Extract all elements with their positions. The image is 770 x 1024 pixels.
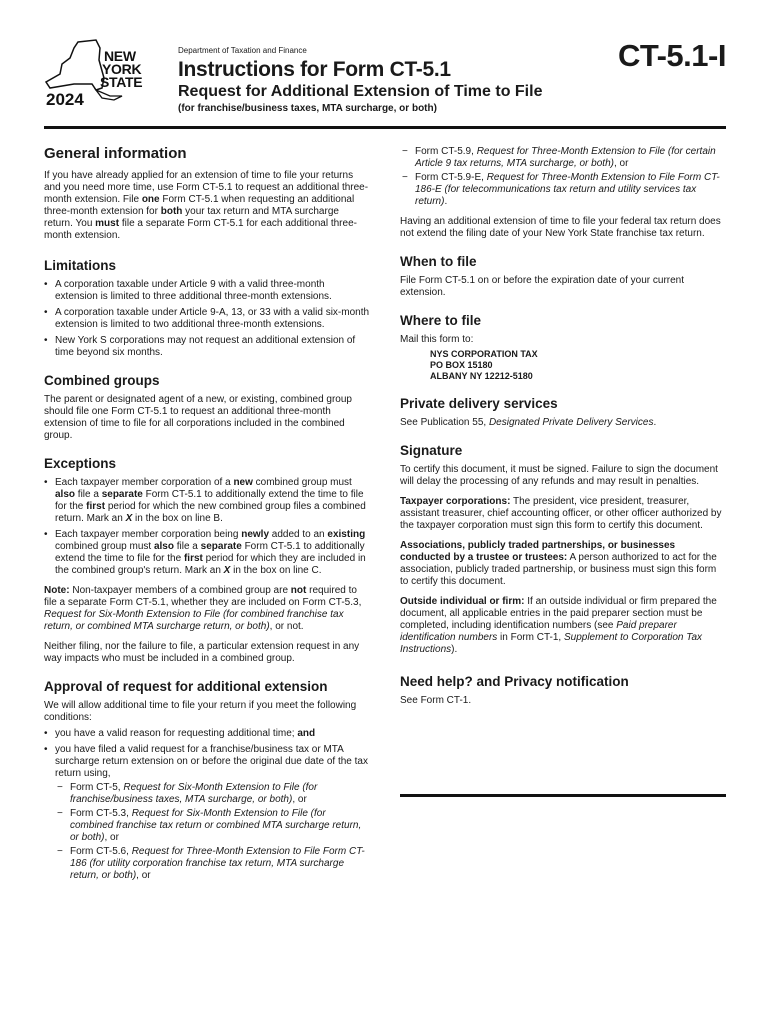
when-paragraph: File Form CT-5.1 on or before the expiration date of your current extension. <box>400 275 685 298</box>
logo-state: STATE <box>100 74 143 90</box>
private-delivery-paragraph: See Publication 55, Designated Private Delivery Services. <box>400 417 657 428</box>
exceptions-heading: Exceptions <box>44 456 117 471</box>
address-line: ALBANY NY 12212-5180 <box>430 371 533 381</box>
list-item: • New York S corporations may not request an additional extension of time beyond six months. <box>44 335 370 359</box>
left-column <box>44 146 370 890</box>
where-heading: Where to file <box>400 313 482 328</box>
address-line: PO BOX 15180 <box>430 360 493 370</box>
limitations-list <box>44 279 370 359</box>
list-item: − Form CT-5.9-E, Request for Three-Month Extension to File Form CT-186-E (for telecommunications tax return and utility services tax return). <box>400 172 726 208</box>
list-item: • A corporation taxable under Article 9-A, 13, or 33 with a valid six-month extension is limited to two additional three-month extensions. <box>44 307 370 331</box>
list-item: • you have filed a valid request for a franchise/business tax or MTA surcharge return extension on or before the original due date of the tax return using, − Form CT-5, Request for Six-Month Extension to File (for franchise/business taxes, MTA surcharge, or both), or − Form CT-5.3, Request for Six-Month Extension to File (for combined franchise tax return or combined MTA surcharge return, or both), or − Form CT-5.6, Request for Three-Month Extension to File Form CT-186 (for utility corporation franchise tax return, MTA surcharge return, or both), or <box>44 744 370 882</box>
approval-list <box>44 728 370 882</box>
list-item: − Form CT-5.9, Request for Three-Month Extension to File (for certain Article 9 tax returns, MTA surcharge, or both), or <box>400 146 726 170</box>
signature-paragraph: To certify this document, it must be signed. Failure to sign the document will delay the processing of any refunds and may result in penalties. <box>400 464 718 487</box>
exceptions-list <box>44 477 370 577</box>
associations-paragraph: Associations, publicly traded partnerships, or businesses conducted by a trustee or trustees: A person authorized to act for the association, publicly traded partnership, or business must sign this form to certify this document. <box>400 540 717 587</box>
list-item: • A corporation taxable under Article 9 with a valid three-month extension is limited to three additional three-month extensions. <box>44 279 370 303</box>
address-line: NYS CORPORATION TAX <box>430 349 538 359</box>
right-column-end-rule <box>400 794 726 797</box>
approval-sublist-continued <box>400 146 726 208</box>
header-divider <box>44 126 726 129</box>
list-item: − Form CT-5.6, Request for Three-Month Extension to File Form CT-186 (for utility corporation franchise tax return, MTA surcharge return, or both), or <box>55 846 370 882</box>
logo-new: NEW <box>104 48 136 64</box>
combined-paragraph: The parent or designated agent of a new, or existing, combined group should file one Form CT-5.1 to request an additional three-month extension of time to file for all corporations included in the combined group. <box>44 394 352 441</box>
department-name: Department of Taxation and Finance <box>178 46 307 55</box>
combined-heading: Combined groups <box>44 373 160 388</box>
private-delivery-heading: Private delivery services <box>400 396 558 411</box>
help-heading: Need help? and Privacy notification <box>400 674 629 689</box>
federal-extension-paragraph: Having an additional extension of time to file your federal tax return does not extend the filing date of your New York State franchise tax return. <box>400 216 721 239</box>
when-heading: When to file <box>400 254 477 269</box>
list-item: • Each taxpayer member corporation being newly added to an existing combined group must also file a separate Form CT-5.1 to additionally extend the time to file for the first period for which they are included in the combined group's return. Mark an X in the box on line C. <box>44 529 370 577</box>
form-number: CT-5.1-I <box>618 38 726 73</box>
approval-paragraph: We will allow additional time to file your return if you meet the following conditions: <box>44 700 357 723</box>
help-paragraph: See Form CT-1. <box>400 695 472 706</box>
page-subtitle: Request for Additional Extension of Time to File <box>178 83 543 100</box>
logo-york: YORK <box>102 61 142 77</box>
right-column <box>400 146 726 715</box>
limitations-heading: Limitations <box>44 258 117 273</box>
where-paragraph: Mail this form to: <box>400 334 474 345</box>
list-item: • Each taxpayer member corporation of a new combined group must also file a separate Form CT-5.1 to additionally extend the time to file for the first period for which the new combined group files a combined return. Mark an X in the box on line B. <box>44 477 370 525</box>
signature-heading: Signature <box>400 443 463 458</box>
list-item: • you have a valid reason for requesting additional time; and <box>44 728 370 740</box>
list-item: − Form CT-5, Request for Six-Month Extension to File (for franchise/business taxes, MTA surcharge, or both), or <box>55 782 370 806</box>
exceptions-paragraph: Neither filing, nor the failure to file, a particular extension request in any way impacts who must be included in a combined group. <box>44 641 360 664</box>
mailing-address <box>430 349 726 382</box>
approval-heading: Approval of request for additional extension <box>44 679 328 694</box>
list-item: − Form CT-5.3, Request for Six-Month Extension to File (for combined franchise tax return or combined MTA surcharge return, or both), or <box>55 808 370 844</box>
approval-sublist <box>55 782 370 882</box>
exceptions-note: Note: Non-taxpayer members of a combined group are not required to file a separate Form CT-5.1, whether they are included on Form CT-5.3, Request for Six-Month Extension to File (for combined franchise tax return, or combined MTA surcharge return, or both), or not. <box>44 585 362 632</box>
nys-logo <box>44 38 154 110</box>
page-title: Instructions for Form CT-5.1 <box>178 58 451 81</box>
general-paragraph: If you have already applied for an extension of time to file your returns and you need more time, use Form CT-5.1 to request an additional three-month extension. File one Form CT-5.1 when requesting an additional three-month extension for both your tax return and MTA surcharge return. You must file a separate Form CT-5.1 for each additional three-month extension. <box>44 170 369 241</box>
taxpayer-corporations-paragraph: Taxpayer corporations: The president, vice president, treasurer, assistant treasurer, chief accounting officer, or other officer authorized by the taxpayer corporation must sign this form to certify this document. <box>400 496 722 531</box>
page-subsubtitle: (for franchise/business taxes, MTA surcharge, or both) <box>178 103 437 114</box>
outside-preparer-paragraph: Outside individual or firm: If an outside individual or firm prepared the document, all applicable entries in the paid preparer section must be completed, including identification numbers (see Paid preparer identification numbers in Form CT-1, Supplement to Corporation Tax Instructions). <box>400 596 717 655</box>
general-heading: General information <box>44 145 187 162</box>
logo-year: 2024 <box>46 90 84 109</box>
